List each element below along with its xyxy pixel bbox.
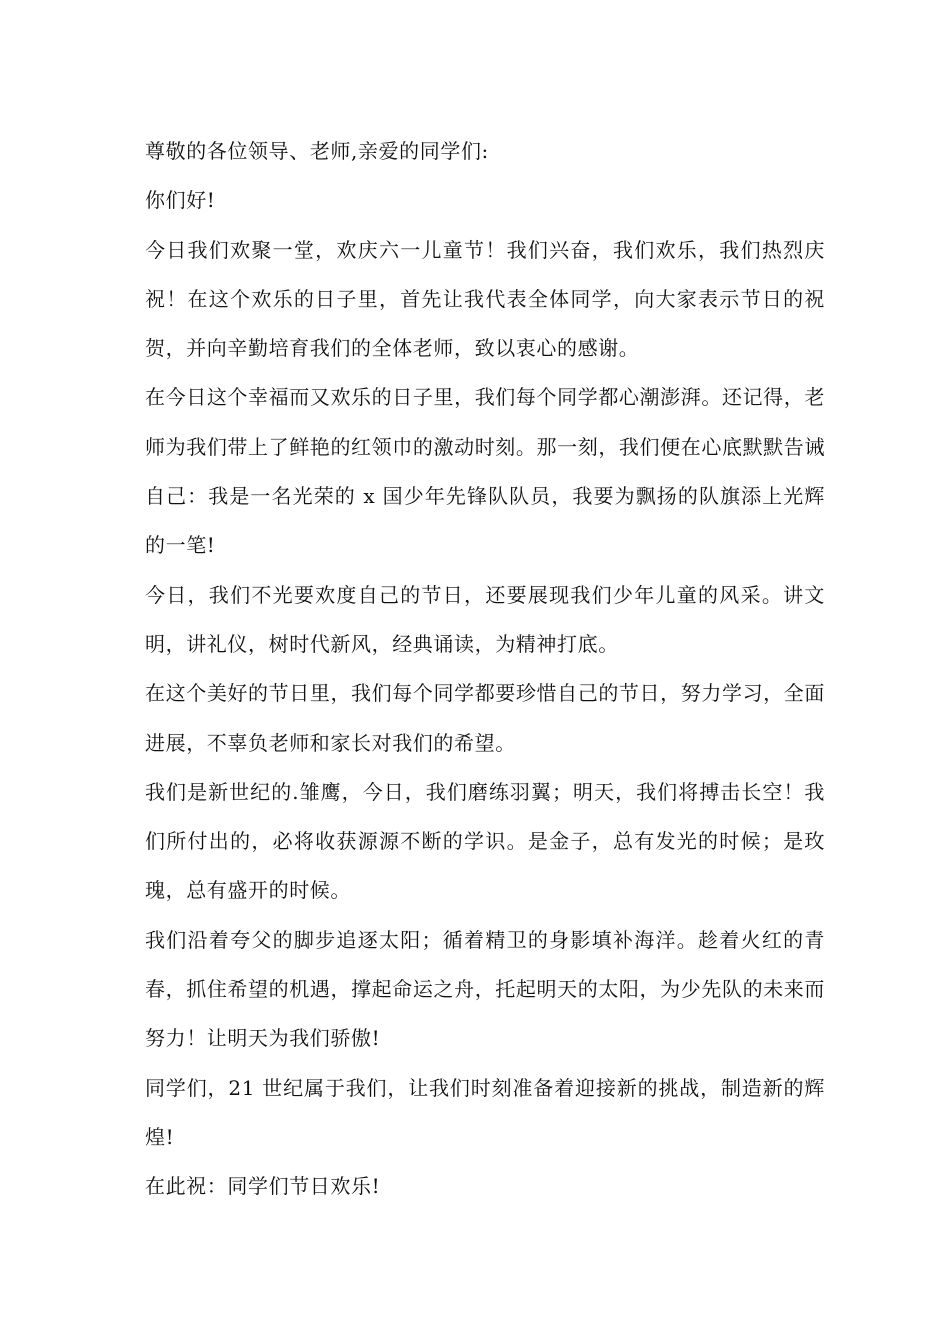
salutation: 尊敬的各位领导、老师,亲爱的同学们: xyxy=(145,139,489,163)
paragraph: 在这个美好的节日里，我们每个同学都要珍惜自己的节日，努力学习，全面进展，不辜负老师和家长对我们的希望。 xyxy=(145,681,825,755)
paragraph: 今日我们欢聚一堂，欢庆六一儿童节！我们兴奋，我们欢乐，我们热烈庆祝！在这个欢乐的日子里，首先让我代表全体同学，向大家表示节日的祝贺，并向辛勤培育我们的全体老师，致以衷心的感谢。 xyxy=(145,237,825,361)
document-body xyxy=(145,127,825,1212)
greeting: 你们好! xyxy=(145,188,216,213)
paragraph: 我们沿着夸父的脚步追逐太阳；循着精卫的身影填补海洋。趁着火红的青春，抓住希望的机遇，撑起命运之舟，托起明天的太阳，为少先队的未来而努力！让明天为我们骄傲! xyxy=(145,927,825,1051)
paragraph: 在今日这个幸福而又欢乐的日子里，我们每个同学都心潮澎湃。还记得，老师为我们带上了鲜艳的红领巾的激动时刻。那一刻，我们便在心底默默告诫自己：我是一名光荣的 x 国少年先锋队队员，我要为飘扬的队旗添上光辉的一笔! xyxy=(145,385,825,558)
closing-wish: 在此祝：同学们节日欢乐! xyxy=(145,1174,381,1199)
paragraph: 同学们，21 世纪属于我们，让我们时刻准备着迎接新的挑战，制造新的辉煌! xyxy=(145,1075,825,1149)
paragraph: 今日，我们不光要欢度自己的节日，还要展现我们少年儿童的风采。讲文明，讲礼仪，树时代新风，经典诵读，为精神打底。 xyxy=(145,582,825,656)
paragraph: 我们是新世纪的.雏鹰，今日，我们磨练羽翼；明天，我们将搏击长空！我们所付出的，必将收获源源不断的学识。是金子，总有发光的时候；是玫瑰，总有盛开的时候。 xyxy=(145,779,825,903)
